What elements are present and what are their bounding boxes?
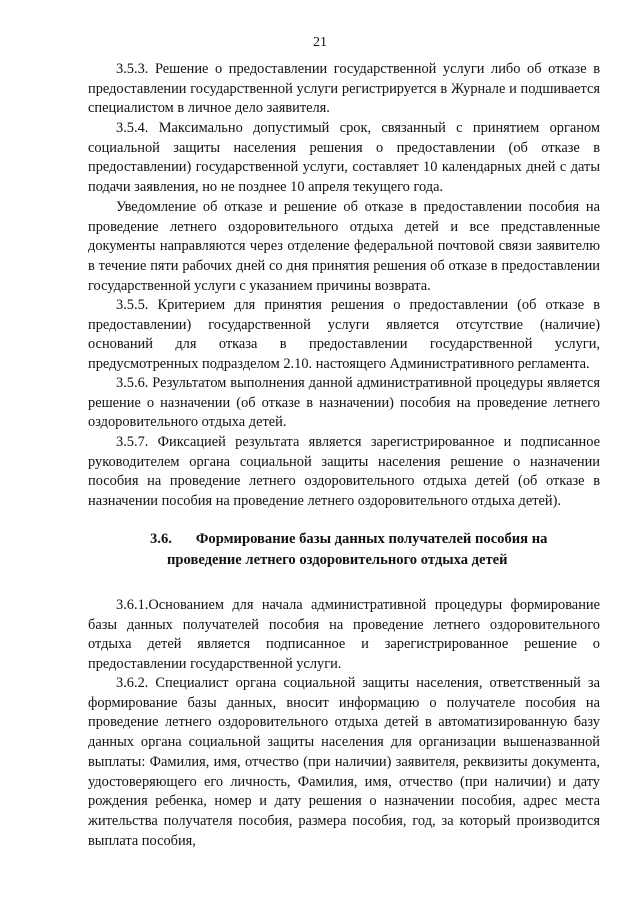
paragraph-3-6-1: 3.6.1.Основанием для начала административной процедуры формирование базы данных получателей пособия на проведение летнего оздоровительного отдыха детей является подписанное и зарегистрированное решение о предоставлении государственной услуги. — [88, 597, 600, 673]
paragraph-refusal-notice: Уведомление об отказе и решение об отказе в предоставлении пособия на проведение летнего оздоровительного отдыха детей и все представленные документы направляются через отделение федеральной почтовой связи заявителю в течение пяти рабочих дней со дня принятия решения об отказе в предоставлении государственной услуги с указанием причины возврата. — [88, 199, 600, 294]
paragraph-3-5-4: 3.5.4. Максимально допустимый срок, связанный с принятием органом социальной защиты населения решения о предоставлении (об отказе в предоставлении) государственной услуги, составляет 10 календарных дней с даты подачи заявления, но не позднее 10 апреля текущего года. — [88, 120, 600, 196]
paragraph-3-5-3: 3.5.3. Решение о предоставлении государственной услуги либо об отказе в предоставлении государственной услуги регистрируется в Журнале и подшивается специалистом в личное дело заявителя. — [88, 61, 600, 117]
paragraph-3-5-6: 3.5.6. Результатом выполнения данной административной процедуры является решение о назначении (об отказе в назначении) пособия на проведение летнего оздоровительного отдыха детей. — [88, 375, 600, 431]
section-heading-3-6 — [88, 529, 600, 571]
section-title-line-2: проведение летнего оздоровительного отдыха детей — [167, 552, 508, 568]
section-title-line-1: Формирование базы данных получателей пособия на — [195, 531, 548, 547]
paragraph-3-5-5: 3.5.5. Критерием для принятия решения о предоставлении (об отказе в предоставлении) государственной услуги является отсутствие (наличие) оснований для отказа в предоставлении государственной услуги, предусмотренных подразделом 2.10. настоящего Административного регламента. — [88, 297, 600, 373]
paragraph-3-5-7: 3.5.7. Фиксацией результата является зарегистрированное и подписанное руководителем органа социальной защиты населения решение о назначении пособия на проведение летнего оздоровительного отдыха детей (об отказе в назначении пособия на проведение летнего оздоровительного отдыха детей). — [88, 434, 600, 510]
paragraph-3-6-2: 3.6.2. Специалист органа социальной защиты населения, ответственный за формирование базы данных, вносит информацию о получателе пособия на проведение летнего оздоровительного отдыха детей в автоматизированную базу данных органа социальной защиты населения для организации вышеназванной выплаты: Фамилия, имя, отчество (при наличии) заявителя, реквизиты документа, удостоверяющего его личность, Фамилия, имя, отчество (при наличии) и дату рождения ребенка, номер и дату решения о назначении пособия, адрес места жительства получателя пособия, размера пособия, год, за который производится выплата пособия, — [88, 675, 600, 849]
section-number: 3.6. — [150, 531, 172, 547]
page-number: 21 — [313, 35, 327, 50]
